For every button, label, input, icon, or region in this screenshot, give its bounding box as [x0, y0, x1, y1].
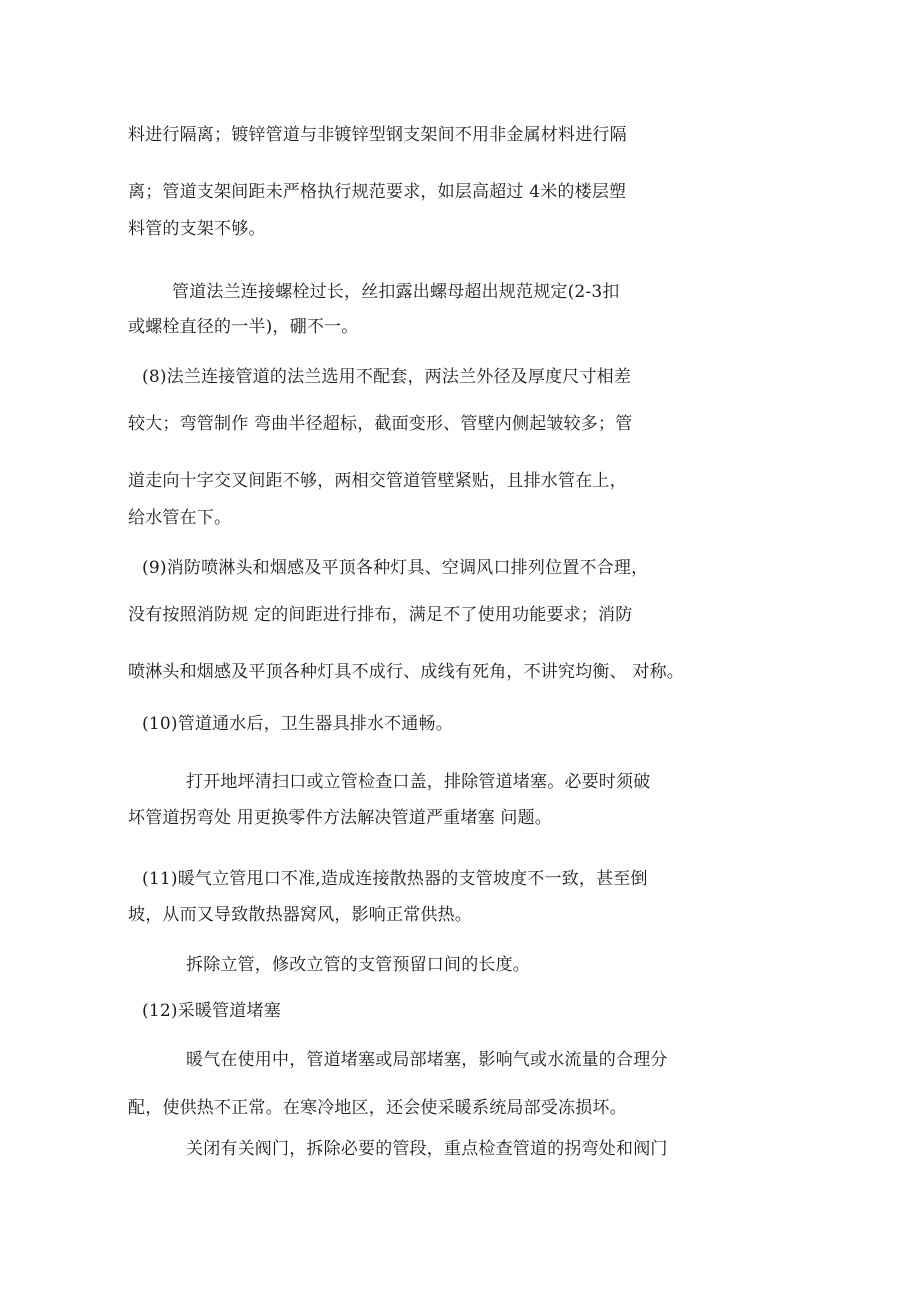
text-line: (11)暖气立管甩口不准,造成连接散热器的支管坡度不一致，甚至倒: [142, 869, 648, 889]
text-line: 料管的支架不够。: [128, 219, 266, 239]
text-line: 管道法兰连接螺栓过长，丝扣露出螺母超出规范规定(2-3扣: [172, 282, 620, 302]
text-line: (9)消防喷淋头和烟感及平顶各种灯具、空调风口排列位置不合理，: [142, 558, 649, 578]
text-line: 配，使供热不正常。在寒冷地区，还会使采暖系统局部受冻损坏。: [128, 1098, 627, 1118]
text-line: 暖气在使用中，管道堵塞或局部堵塞，影响气或水流量的合理分: [186, 1050, 668, 1070]
text-line: (8)法兰连接管道的法兰选用不配套，两法兰外径及厚度尺寸相差: [142, 367, 632, 387]
text-line: 离；管道支架间距未严格执行规范要求，如层高超过 4米的楼层塑: [128, 182, 627, 202]
text-line: 较大；弯管制作 弯曲半径超标，截面变形、管壁内侧起皱较多；管: [128, 414, 633, 434]
text-line: 或螺栓直径的一半)，硼不一。: [128, 317, 359, 337]
text-line: 拆除立管，修改立管的支管预留口间的长度。: [186, 955, 530, 975]
text-line: 打开地坪清扫口或立管检查口盖，排除管道堵塞。必要时须破: [186, 772, 651, 792]
text-line: 喷淋头和烟感及平顶各种灯具不成行、成线有死角，不讲究均衡、 对称。: [128, 662, 685, 682]
text-line: 坏管道拐弯处 用更换零件方法解决管道严重堵塞 问题。: [128, 808, 553, 828]
text-line: 关闭有关阀门，拆除必要的管段，重点检查管道的拐弯处和阀门: [186, 1139, 668, 1159]
text-line: (10)管道通水后，卫生器具排水不通畅。: [142, 714, 453, 734]
text-line: 给水管在下。: [128, 508, 232, 528]
text-line: 道走向十字交叉间距不够，两相交管道管壁紧贴，且排水管在上，: [128, 471, 627, 491]
text-line: 没有按照消防规 定的间距进行排布，满足不了使用功能要求；消防: [128, 605, 633, 625]
text-line: 料进行隔离；镀锌管道与非镀锌型钢支架间不用非金属材料进行隔: [128, 125, 627, 145]
text-line: (12)采暖管道堵塞: [142, 1001, 281, 1021]
text-line: 坡，从而又导致散热器窝风，影响正常供热。: [128, 905, 472, 925]
